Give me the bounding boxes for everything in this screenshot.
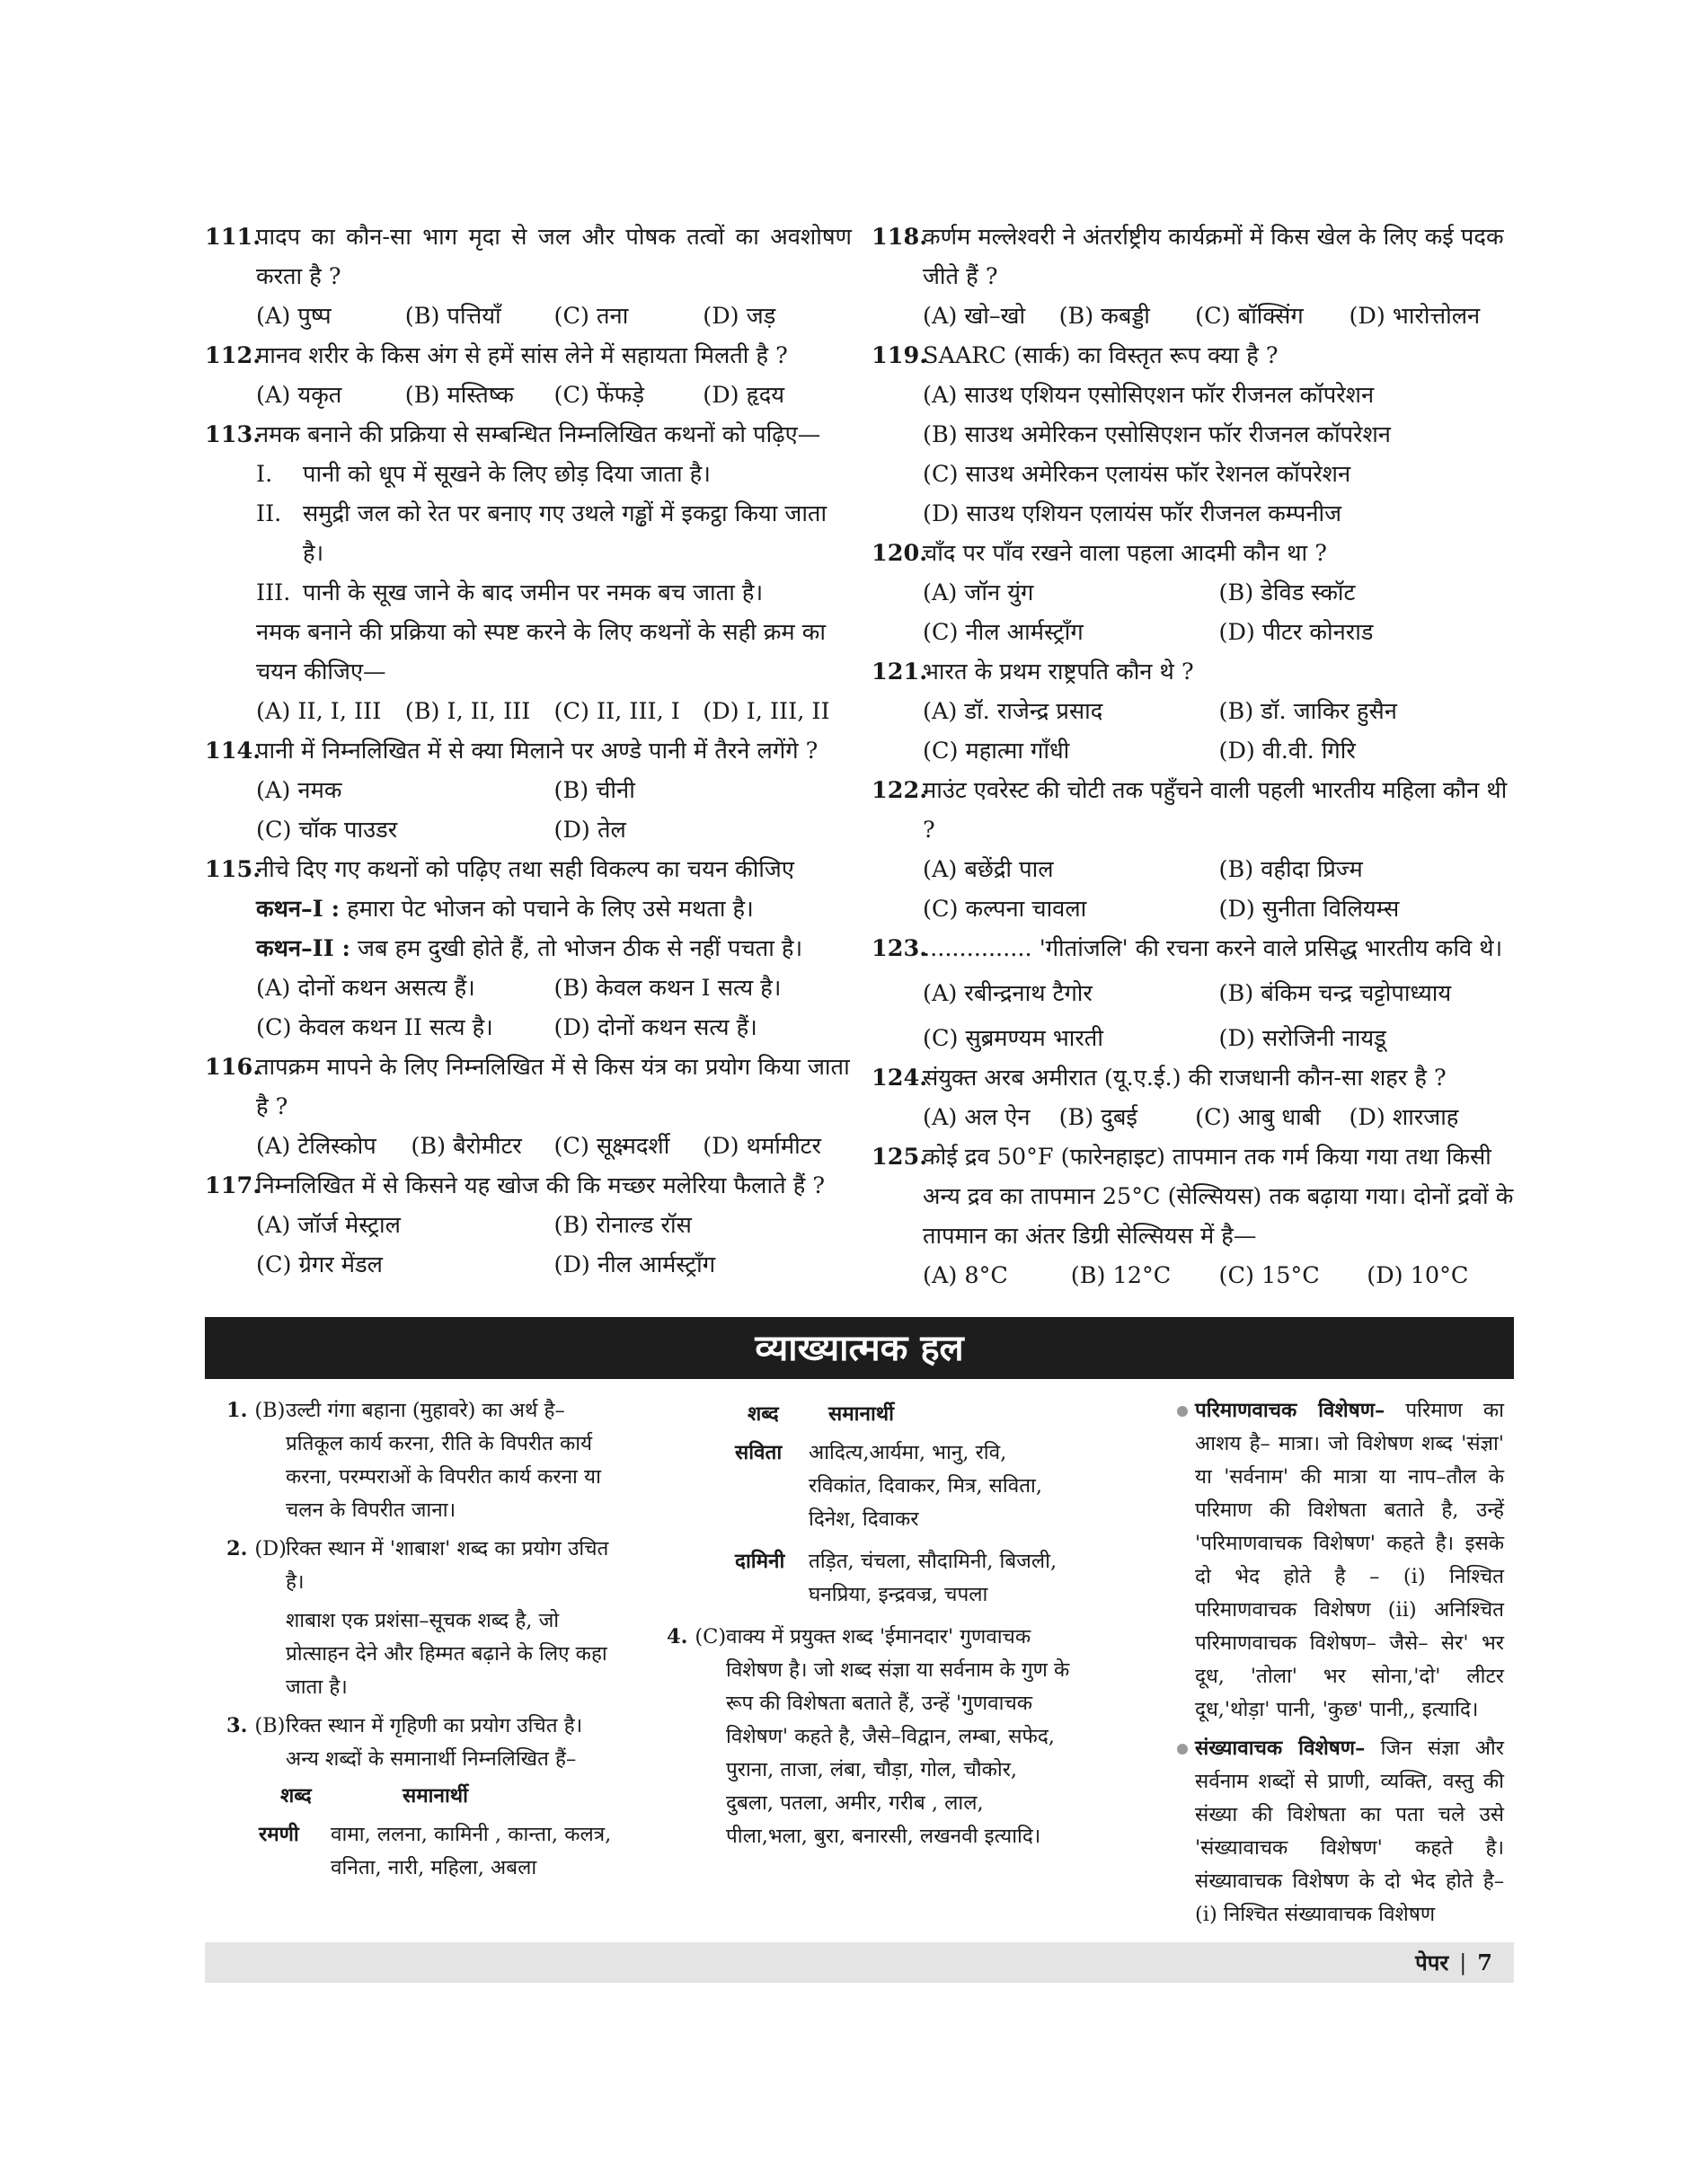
solution-text: उल्टी गंगा बहाना (मुहावरे) का अर्थ है– प्रतिकूल कार्य करना, रीति के विपरीत कार्य करना, परम्पराओं के विपरीत कार्य करना या चलन के विपरीत जाना। xyxy=(286,1399,601,1522)
statement-1 xyxy=(256,455,852,494)
statement-text: हमारा पेट भोजन को पचाने के लिए उसे मथता है। xyxy=(340,896,754,923)
option-d[interactable]: (D) जड़ xyxy=(703,303,776,330)
solution-4 xyxy=(667,1621,1071,1853)
option-a[interactable]: (A) अल ऐन xyxy=(923,1104,1031,1131)
question-text: तापक्रम मापने के लिए निम्नलिखित में से किस यंत्र का प्रयोग किया जाता है ? xyxy=(256,1054,850,1120)
option-d[interactable]: (D) 10°C xyxy=(1367,1262,1469,1289)
paragraph-parimanvachak xyxy=(1177,1394,1504,1727)
footer-label: पेपर xyxy=(1415,1949,1449,1976)
options xyxy=(256,968,852,1048)
header-word: शब्द xyxy=(748,1402,779,1426)
options xyxy=(923,573,1515,652)
bullet-icon xyxy=(1177,1744,1188,1755)
solution-num: 4. xyxy=(667,1625,688,1649)
question-text: नीचे दिए गए कथनों को पढ़िए तथा सही विकल्प का चयन कीजिए xyxy=(256,856,794,883)
options xyxy=(923,1098,1515,1137)
statement-text: पानी को धूप में सूखने के लिए छोड़ दिया जाता है। xyxy=(303,461,711,488)
option-a[interactable]: (A) खो–खो xyxy=(923,303,1026,330)
solution-answer: (D) xyxy=(254,1537,287,1560)
question-124 xyxy=(872,1058,1515,1137)
question-number: 121. xyxy=(872,659,928,685)
question-text: ............... 'गीतांजलि' की रचना करने वाले प्रसिद्ध भारतीय कवि थे। xyxy=(923,935,1503,962)
page-footer xyxy=(205,1942,1514,1983)
option-c[interactable]: (C) फेंफड़े xyxy=(553,382,644,409)
question-number: 120. xyxy=(872,540,928,567)
question-text: पादप का कौन-सा भाग मृदा से जल और पोषक तत्वों का अवशोषण करता है ? xyxy=(256,224,852,290)
question-text: कोई द्रव 50°F (फारेनहाइट) तापमान तक गर्म किया गया तथा किसी अन्य द्रव का तापमान 25°C (सेल्सियस) तक बढ़ाया गया। दोनों द्रवों के तापमान का अंतर डिग्री सेल्सियस में है— xyxy=(923,1144,1514,1250)
statement-1 xyxy=(256,889,852,929)
option-a[interactable]: (A) रबीन्द्रनाथ टैगोर xyxy=(923,980,1093,1007)
question-111 xyxy=(205,217,852,336)
synonym-row xyxy=(667,1437,1071,1536)
question-text: पानी में निम्नलिखित में से क्या मिलाने पर अण्डे पानी में तैरने लगेंगे ? xyxy=(256,738,819,765)
statement-text: जब हम दुखी होते हैं, तो भोजन ठीक से नहीं पचता है। xyxy=(350,935,803,962)
option-d[interactable]: (D) I, III, II xyxy=(703,698,830,725)
option-d[interactable]: (D) वी.वी. गिरि xyxy=(1218,738,1356,765)
question-114 xyxy=(205,731,852,850)
solution-number xyxy=(226,1394,285,1428)
statement-numeral: III. xyxy=(256,579,291,606)
solution-answer: (C) xyxy=(695,1625,727,1649)
option-d[interactable]: (D) भारोत्तोलन xyxy=(1349,303,1481,330)
synonym-word: रमणी xyxy=(259,1823,299,1846)
options xyxy=(923,692,1515,771)
solution-text: रिक्त स्थान में गृहिणी का प्रयोग उचित है। अन्य शब्दों के समानार्थी निम्नलिखित हैं– xyxy=(286,1714,583,1771)
question-112 xyxy=(205,336,852,415)
option-d[interactable]: (D) साउथ एशियन एलायंस फॉर रीजनल कम्पनीज xyxy=(923,500,1342,527)
options xyxy=(256,771,852,850)
option-b[interactable]: (B) वहीदा प्रिज्म xyxy=(1218,856,1363,883)
solution-number xyxy=(667,1621,726,1654)
question-119 xyxy=(872,336,1515,534)
solutions-banner: व्याख्यात्मक हल xyxy=(205,1317,1514,1379)
question-125 xyxy=(872,1137,1515,1295)
solution-number xyxy=(226,1710,285,1743)
solution-num: 3. xyxy=(226,1714,248,1737)
option-c[interactable]: (C) साउथ अमेरिकन एलायंस फॉर रेशनल कॉपरेशन xyxy=(923,461,1351,488)
synonym-meanings: तड़ित, चंचला, सौदामिनी, बिजली, घनप्रिया, इन्द्रवज्र, चपला xyxy=(809,1550,1058,1606)
header-synonyms: समानार्थी xyxy=(403,1784,469,1808)
statement-label: कथन–II : xyxy=(256,935,350,962)
question-number: 119. xyxy=(872,342,928,369)
statement-text: समुद्री जल को रेत पर बनाए गए उथले गड्ढों में इकट्ठा किया जाता है। xyxy=(303,500,827,567)
option-d[interactable]: (D) सुनीता विलियम्स xyxy=(1218,896,1400,923)
solution-2 xyxy=(226,1533,622,1704)
option-b[interactable]: (B) केवल कथन I सत्य है। xyxy=(553,975,782,1002)
question-text: निम्नलिखित में से किसने यह खोज की कि मच्छर मलेरिया फैलाते हैं ? xyxy=(256,1172,826,1199)
term-text: परिमाण का आशय है– मात्रा। जो विशेषण शब्द 'संज्ञा' या 'सर्वनाम' की मात्रा या नाप–तौल के परिमाण की विशेषता बताते है, उन्हें 'परिमाणवाचक विशेषण' कहते है। इसके दो भेद होते है – (i) निश्चित परिमाणवाचक विशेषण (ii) अनिश्चित परिमाणवाचक विशेषण– जैसे– सेर' भर दूध, 'तोला' भर सोना,'दो' लीटर दूध,'थोड़ा' पानी, 'कुछ' पानी,, इत्यादि। xyxy=(1195,1399,1504,1721)
option-b[interactable]: (B) डेविड स्कॉट xyxy=(1218,579,1356,606)
options xyxy=(923,850,1515,929)
option-a[interactable]: (A) जॉन युंग xyxy=(923,579,1034,606)
question-123 xyxy=(872,929,1515,1058)
options xyxy=(256,296,852,336)
question-number: 123. xyxy=(872,935,928,962)
statement-3 xyxy=(256,573,852,613)
option-a[interactable]: (A) दोनों कथन असत्य हैं। xyxy=(256,975,475,1002)
synonym-table-header xyxy=(667,1398,1071,1431)
option-b[interactable]: (B) चीनी xyxy=(553,777,635,804)
synonym-word: सविता xyxy=(735,1441,783,1464)
page-number xyxy=(1415,1942,1492,1984)
questions-left-column xyxy=(205,217,852,1285)
option-d[interactable]: (D) पीटर कोनराड xyxy=(1218,619,1374,646)
option-c[interactable]: (C) सूक्ष्मदर्शी xyxy=(553,1133,670,1160)
question-115 xyxy=(205,850,852,1048)
question-number: 117. xyxy=(205,1172,261,1199)
solutions-column-1 xyxy=(226,1394,622,1894)
statement-2 xyxy=(256,494,852,573)
option-c[interactable]: (C) चॉक पाउडर xyxy=(256,817,398,844)
solution-answer: (B) xyxy=(254,1714,286,1737)
question-number: 113. xyxy=(205,421,261,448)
synonym-meanings: वामा, ललना, कामिनी , कान्ता, कलत्र, वनिता, नारी, महिला, अबला xyxy=(331,1823,612,1879)
solution-text-2: शाबाश एक प्रशंसा–सूचक शब्द है, जो प्रोत्साहन देने और हिम्मत बढ़ाने के लिए कहा जाता है। xyxy=(286,1609,607,1699)
option-b[interactable]: (B) पत्तियाँ xyxy=(404,303,501,330)
option-a[interactable]: (A) यकृत xyxy=(256,382,342,409)
statement-numeral: I. xyxy=(256,461,273,488)
option-b[interactable]: (B) बंकिम चन्द्र चट्टोपाध्याय xyxy=(1218,980,1452,1007)
option-a[interactable]: (A) बछेंद्री पाल xyxy=(923,856,1054,883)
question-text: मानव शरीर के किस अंग से हमें सांस लेने में सहायता मिलती है ? xyxy=(256,342,788,369)
solution-text: वाक्य में प्रयुक्त शब्द 'ईमानदार' गुणवाचक विशेषण है। जो शब्द संज्ञा या सर्वनाम के गुण के रूप की विशेषता बताते हैं, उन्हें 'गुणवाचक विशेषण' कहते है, जैसे–विद्वान, लम्बा, सफेद, पुराना, ताजा, लंबा, चौड़ा, गोल, चौकोर, दुबला, पतला, अमीर, गरीब , लाल, पीला,भला, बुरा, बनारसी, लखनवी इत्यादि। xyxy=(726,1625,1070,1848)
option-d[interactable]: (D) थर्मामीटर xyxy=(703,1133,821,1160)
solution-3 xyxy=(226,1710,622,1885)
bullet-icon xyxy=(1177,1406,1188,1417)
term-text: जिन संज्ञा और सर्वनाम शब्दों से प्राणी, व्यक्ति, वस्तु की संख्या की विशेषता का पता चले उसे 'संख्यावाचक विशेषण' कहते है। संख्यावाचक विशेषण के दो भेद होते है–(i) निश्चित संख्यावाचक विशेषण xyxy=(1195,1737,1504,1926)
option-c[interactable]: (C) कल्पना चावला xyxy=(923,896,1087,923)
question-text: भारत के प्रथम राष्ट्रपति कौन थे ? xyxy=(923,659,1194,685)
question-121 xyxy=(872,652,1515,771)
solution-answer: (B) xyxy=(254,1399,286,1422)
option-b[interactable]: (B) साउथ अमेरिकन एसोसिएशन फॉर रीजनल कॉपरेशन xyxy=(923,421,1391,448)
option-a[interactable]: (A) नमक xyxy=(256,777,342,804)
synonym-row xyxy=(259,1818,622,1885)
option-b[interactable]: (B) बैरोमीटर xyxy=(411,1133,522,1160)
options xyxy=(256,692,852,731)
question-number: 112. xyxy=(205,342,261,369)
question-number: 118. xyxy=(872,224,928,251)
header-synonyms: समानार्थी xyxy=(828,1402,895,1426)
option-c[interactable]: (C) महात्मा गाँधी xyxy=(923,738,1070,765)
option-a[interactable]: (A) डॉ. राजेन्द्र प्रसाद xyxy=(923,698,1103,725)
options xyxy=(923,1256,1515,1295)
question-number: 125. xyxy=(872,1144,928,1171)
option-c[interactable]: (C) आबु धाबी xyxy=(1195,1104,1321,1131)
question-120 xyxy=(872,534,1515,652)
synonym-row xyxy=(667,1545,1071,1612)
option-d[interactable]: (D) दोनों कथन सत्य हैं। xyxy=(553,1014,757,1041)
question-text: SAARC (सार्क) का विस्तृत रूप क्या है ? xyxy=(923,342,1279,369)
solutions-column-3 xyxy=(1177,1394,1504,1937)
question-number: 124. xyxy=(872,1065,928,1092)
option-d[interactable]: (D) तेल xyxy=(553,817,626,844)
paragraph-sankhyavachak xyxy=(1177,1732,1504,1932)
option-a[interactable]: (A) पुष्प xyxy=(256,303,332,330)
option-b[interactable]: (B) 12°C xyxy=(1070,1262,1172,1289)
options xyxy=(923,974,1515,1058)
option-b[interactable]: (B) I, II, III xyxy=(404,698,531,725)
question-122 xyxy=(872,771,1515,929)
term-label: परिमाणवाचक विशेषण– xyxy=(1195,1399,1385,1422)
question-118 xyxy=(872,217,1515,336)
question-text: चाँद पर पाँव रखने वाला पहला आदमी कौन था ? xyxy=(923,540,1327,567)
option-a[interactable]: (A) टेलिस्कोप xyxy=(256,1133,376,1160)
option-a[interactable]: (A) 8°C xyxy=(923,1262,1008,1289)
statement-numeral: II. xyxy=(256,500,282,527)
question-113 xyxy=(205,415,852,731)
synonym-word: दामिनी xyxy=(735,1550,785,1573)
synonym-table-header xyxy=(259,1780,622,1813)
option-b[interactable]: (B) दुबई xyxy=(1058,1104,1137,1131)
solutions-column-2 xyxy=(667,1394,1071,1859)
option-c[interactable]: (C) II, III, I xyxy=(553,698,680,725)
option-c[interactable]: (C) सुब्रमण्यम भारती xyxy=(923,1025,1103,1052)
option-d[interactable]: (D) शारजाह xyxy=(1349,1104,1459,1131)
option-d[interactable]: (D) सरोजिनी नायडू xyxy=(1218,1025,1386,1052)
question-number: 115. xyxy=(205,856,261,883)
statement-text: पानी के सूख जाने के बाद जमीन पर नमक बच जाता है। xyxy=(303,579,764,606)
question-instruction: नमक बनाने की प्रक्रिया को स्पष्ट करने के लिए कथनों के सही क्रम का चयन कीजिए— xyxy=(256,619,826,685)
question-number: 111. xyxy=(205,224,261,251)
term-label: संख्यावाचक विशेषण– xyxy=(1195,1737,1366,1760)
option-b[interactable]: (B) मस्तिष्क xyxy=(404,382,514,409)
option-c[interactable]: (C) केवल कथन II सत्य है। xyxy=(256,1014,493,1041)
solution-1 xyxy=(226,1394,622,1527)
solution-num: 2. xyxy=(226,1537,248,1560)
question-text: माउंट एवरेस्ट की चोटी तक पहुँचने वाली पहली भारतीय महिला कौन थी ? xyxy=(923,777,1508,844)
question-text: नमक बनाने की प्रक्रिया से सम्बन्धित निम्नलिखित कथनों को पढ़िए— xyxy=(256,421,821,448)
footer-separator: | xyxy=(1459,1950,1467,1976)
options xyxy=(256,1206,852,1285)
question-text: संयुक्त अरब अमीरात (यू.ए.ई.) की राजधानी कौन-सा शहर है ? xyxy=(923,1065,1447,1092)
question-number: 122. xyxy=(872,777,928,804)
option-c[interactable]: (C) नील आर्मस्ट्रॉंग xyxy=(923,619,1084,646)
question-text: कर्णम मल्लेश्वरी ने अंतर्राष्ट्रीय कार्यक्रमों में किस खेल के लिए कई पदक जीते हैं ? xyxy=(923,224,1504,290)
options xyxy=(256,1127,852,1166)
option-d[interactable]: (D) नील आर्मस्ट्रॉंग xyxy=(553,1251,716,1278)
options xyxy=(256,376,852,415)
options xyxy=(923,296,1515,336)
option-d[interactable]: (D) हृदय xyxy=(703,382,785,409)
option-b[interactable]: (B) डॉ. जाकिर हुसैन xyxy=(1218,698,1397,725)
synonym-meanings: आदित्य,आर्यमा, भानु, रवि, रविकांत, दिवाकर, मित्र, सविता, दिनेश, दिवाकर xyxy=(809,1441,1043,1531)
options xyxy=(923,376,1515,534)
option-c[interactable]: (C) 15°C xyxy=(1218,1262,1320,1289)
question-number: 116. xyxy=(205,1054,261,1081)
option-b[interactable]: (B) रोनाल्ड रॉस xyxy=(553,1212,692,1239)
solution-number xyxy=(226,1533,287,1566)
footer-page: 7 xyxy=(1477,1949,1492,1976)
statement-label: कथन–I : xyxy=(256,896,341,923)
option-c[interactable]: (C) तना xyxy=(553,303,629,330)
option-a[interactable]: (A) साउथ एशियन एसोसिएशन फॉर रीजनल कॉपरेशन xyxy=(923,382,1375,409)
option-b[interactable]: (B) कबड्डी xyxy=(1058,303,1150,330)
option-a[interactable]: (A) II, I, III xyxy=(256,698,382,725)
option-c[interactable]: (C) ग्रेगर मेंडल xyxy=(256,1251,383,1278)
option-a[interactable]: (A) जॉर्ज मेस्ट्राल xyxy=(256,1212,401,1239)
question-116 xyxy=(205,1048,852,1166)
option-c[interactable]: (C) बॉक्सिंग xyxy=(1195,303,1304,330)
question-117 xyxy=(205,1166,852,1285)
solution-num: 1. xyxy=(226,1399,248,1422)
questions-right-column xyxy=(872,217,1515,1295)
statement-2 xyxy=(256,929,852,968)
header-word: शब्द xyxy=(280,1784,312,1808)
solution-text: रिक्त स्थान में 'शाबाश' शब्द का प्रयोग उचित है। xyxy=(286,1537,609,1594)
question-number: 114. xyxy=(205,738,261,765)
